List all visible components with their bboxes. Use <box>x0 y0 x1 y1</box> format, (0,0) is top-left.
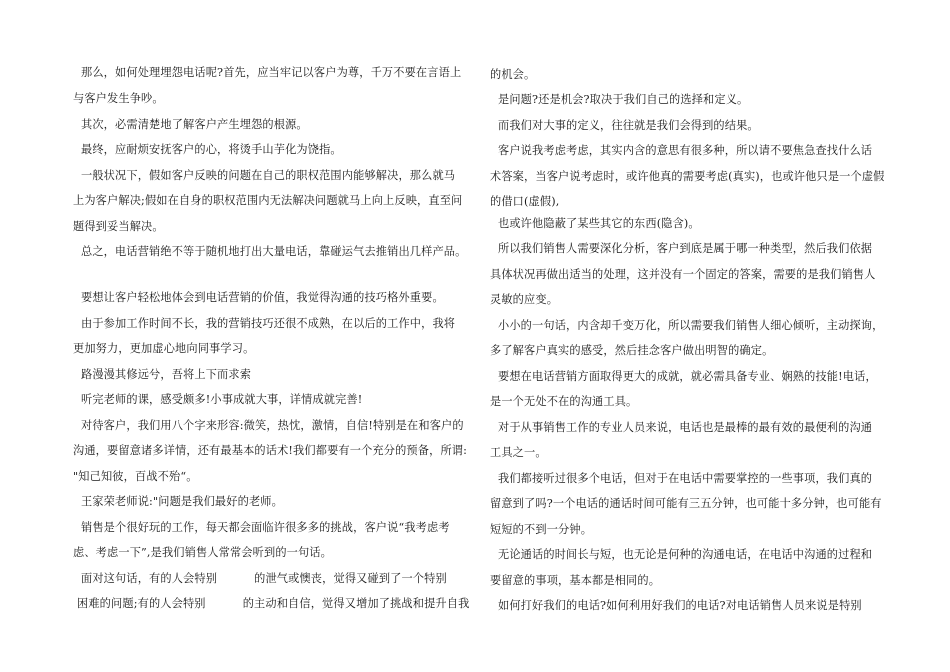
left-line-20: 面对这句话，有的人会特别 的泄气或懊丧，觉得又碰到了一个特别 <box>81 572 447 585</box>
right-line-4: 客户说我考虑考虑，其实内含的意思有很多种，所以请不要焦急查找什么话 <box>498 144 873 157</box>
left-line-8: 总之，电话营销绝不等于随机地打出大量电话，靠碰运气去推销出几样产品。 <box>81 245 467 258</box>
left-line-21: 困难的问题;有的人会特别 的主动和自信，觉得又增加了挑战和提升自我 <box>77 597 470 610</box>
right-line-12: 多了解客户真实的感受，然后挂念客户做出明智的确定。 <box>490 344 774 357</box>
right-line-13: 要想在电话营销方面取得更大的成就，就必需具备专业、娴熟的技能!电话， <box>498 370 877 383</box>
right-line-22: 如何打好我们的电话?如何利用好我们的电话?对电话销售人员来说是特别 <box>498 599 862 612</box>
left-line-7: 题得到妥当解决。 <box>73 220 164 233</box>
right-line-15: 对于从事销售工作的专业人员来说，电话也是最棒的最有效的最便利的沟通 <box>498 421 873 434</box>
left-line-15: 沟通，要留意诸多详情，还有最基本的话术!我们都要有一个充分的预备，所谓: <box>73 444 468 457</box>
right-line-3: 而我们对大事的定义，往往就是我们会得到的结果。 <box>498 119 759 132</box>
right-line-16: 工具之一。 <box>490 446 547 459</box>
right-line-8: 所以我们销售人需要深化分析，客户到底是属于哪一种类型，然后我们依据 <box>498 242 873 255</box>
right-line-19: 短短的不到一分钟。 <box>490 523 593 536</box>
right-line-14: 是一个无处不在的沟通工具。 <box>490 395 638 408</box>
right-line-9: 具体状况再做出适当的处理，这并没有一个固定的答案，需要的是我们销售人 <box>490 268 876 281</box>
left-line-16: "知己知彼，百战不殆“。 <box>73 470 198 483</box>
right-line-1: 的机会。 <box>490 68 536 81</box>
left-line-13: 听完老师的课，感受颇多!小事成就大事，详情成就完善! <box>81 393 363 406</box>
left-line-3: 其次，必需清楚地了解客户产生埋怨的根源。 <box>81 118 308 131</box>
left-line-17: 王家荣老师说:"问题是我们最好的老师。 <box>81 495 283 508</box>
left-line-14: 对待客户，我们用八个字来形容:微笑，热忱，激情，自信!特别是在和客户的 <box>81 419 464 432</box>
right-line-17: 我们都接听过很多个电话，但对于在电话中需要掌控的一些事项，我们真的 <box>498 472 873 485</box>
right-line-7: 也或许他隐蔽了某些其它的东西(隐含)。 <box>498 217 700 230</box>
right-line-20: 无论通话的时间长与短，也无论是何种的沟通电话，在电话中沟通的过程和 <box>498 548 873 561</box>
left-line-4: 最终，应耐烦安抚客户的心，将烫手山芋化为饶指。 <box>81 143 342 156</box>
left-line-5: 一般状况下，假如客户反映的问题在自己的职权范围内能够解决，那么就马 <box>81 169 456 182</box>
left-line-12: 路漫漫其修远兮，吾将上下而求索 <box>81 368 252 381</box>
left-line-18: 销售是个很好玩的工作，每天都会面临许很多多的挑战，客户说“我考虑考 <box>81 521 450 534</box>
right-line-6: 的借口(虚假), <box>490 195 560 208</box>
left-line-1: 那么，如何处理埋怨电话呢?首先，应当牢记以客户为尊，千万不要在言语上 <box>81 66 462 79</box>
left-line-10: 由于参加工作时间不长，我的营销技巧还很不成熟，在以后的工作中，我将 <box>81 317 456 330</box>
left-line-9: 要想让客户轻松地体会到电话营销的价值，我觉得沟通的技巧格外重要。 <box>81 291 444 304</box>
right-line-21: 要留意的事项，基本都是相同的。 <box>490 574 661 587</box>
right-line-10: 灵敏的应变。 <box>490 293 559 306</box>
right-line-18: 留意到了吗?一个电话的通话时间可能有三五分钟，也可能十多分钟，也可能有 <box>490 497 882 510</box>
left-line-19: 虑、考虑一下”,是我们销售人常常会听到的一句话。 <box>73 546 333 559</box>
left-line-11: 更加努力，更加虚心地向同事学习。 <box>73 342 255 355</box>
left-line-2: 与客户发生争吵。 <box>73 92 164 105</box>
right-line-2: 是问题?还是机会?取决于我们自己的选择和定义。 <box>498 93 749 106</box>
right-line-5: 术答案，当客户说考虑时，或许他真的需要考虑(真实)，也或许他只是一个虚假 <box>490 170 885 183</box>
right-line-11: 小小的一句话，内含却千变万化，所以需要我们销售人细心倾听，主动探询， <box>498 319 884 332</box>
left-line-6: 上为客户解决;假如在自身的职权范围内无法解决问题就马上向上反映，直至问 <box>73 194 463 207</box>
